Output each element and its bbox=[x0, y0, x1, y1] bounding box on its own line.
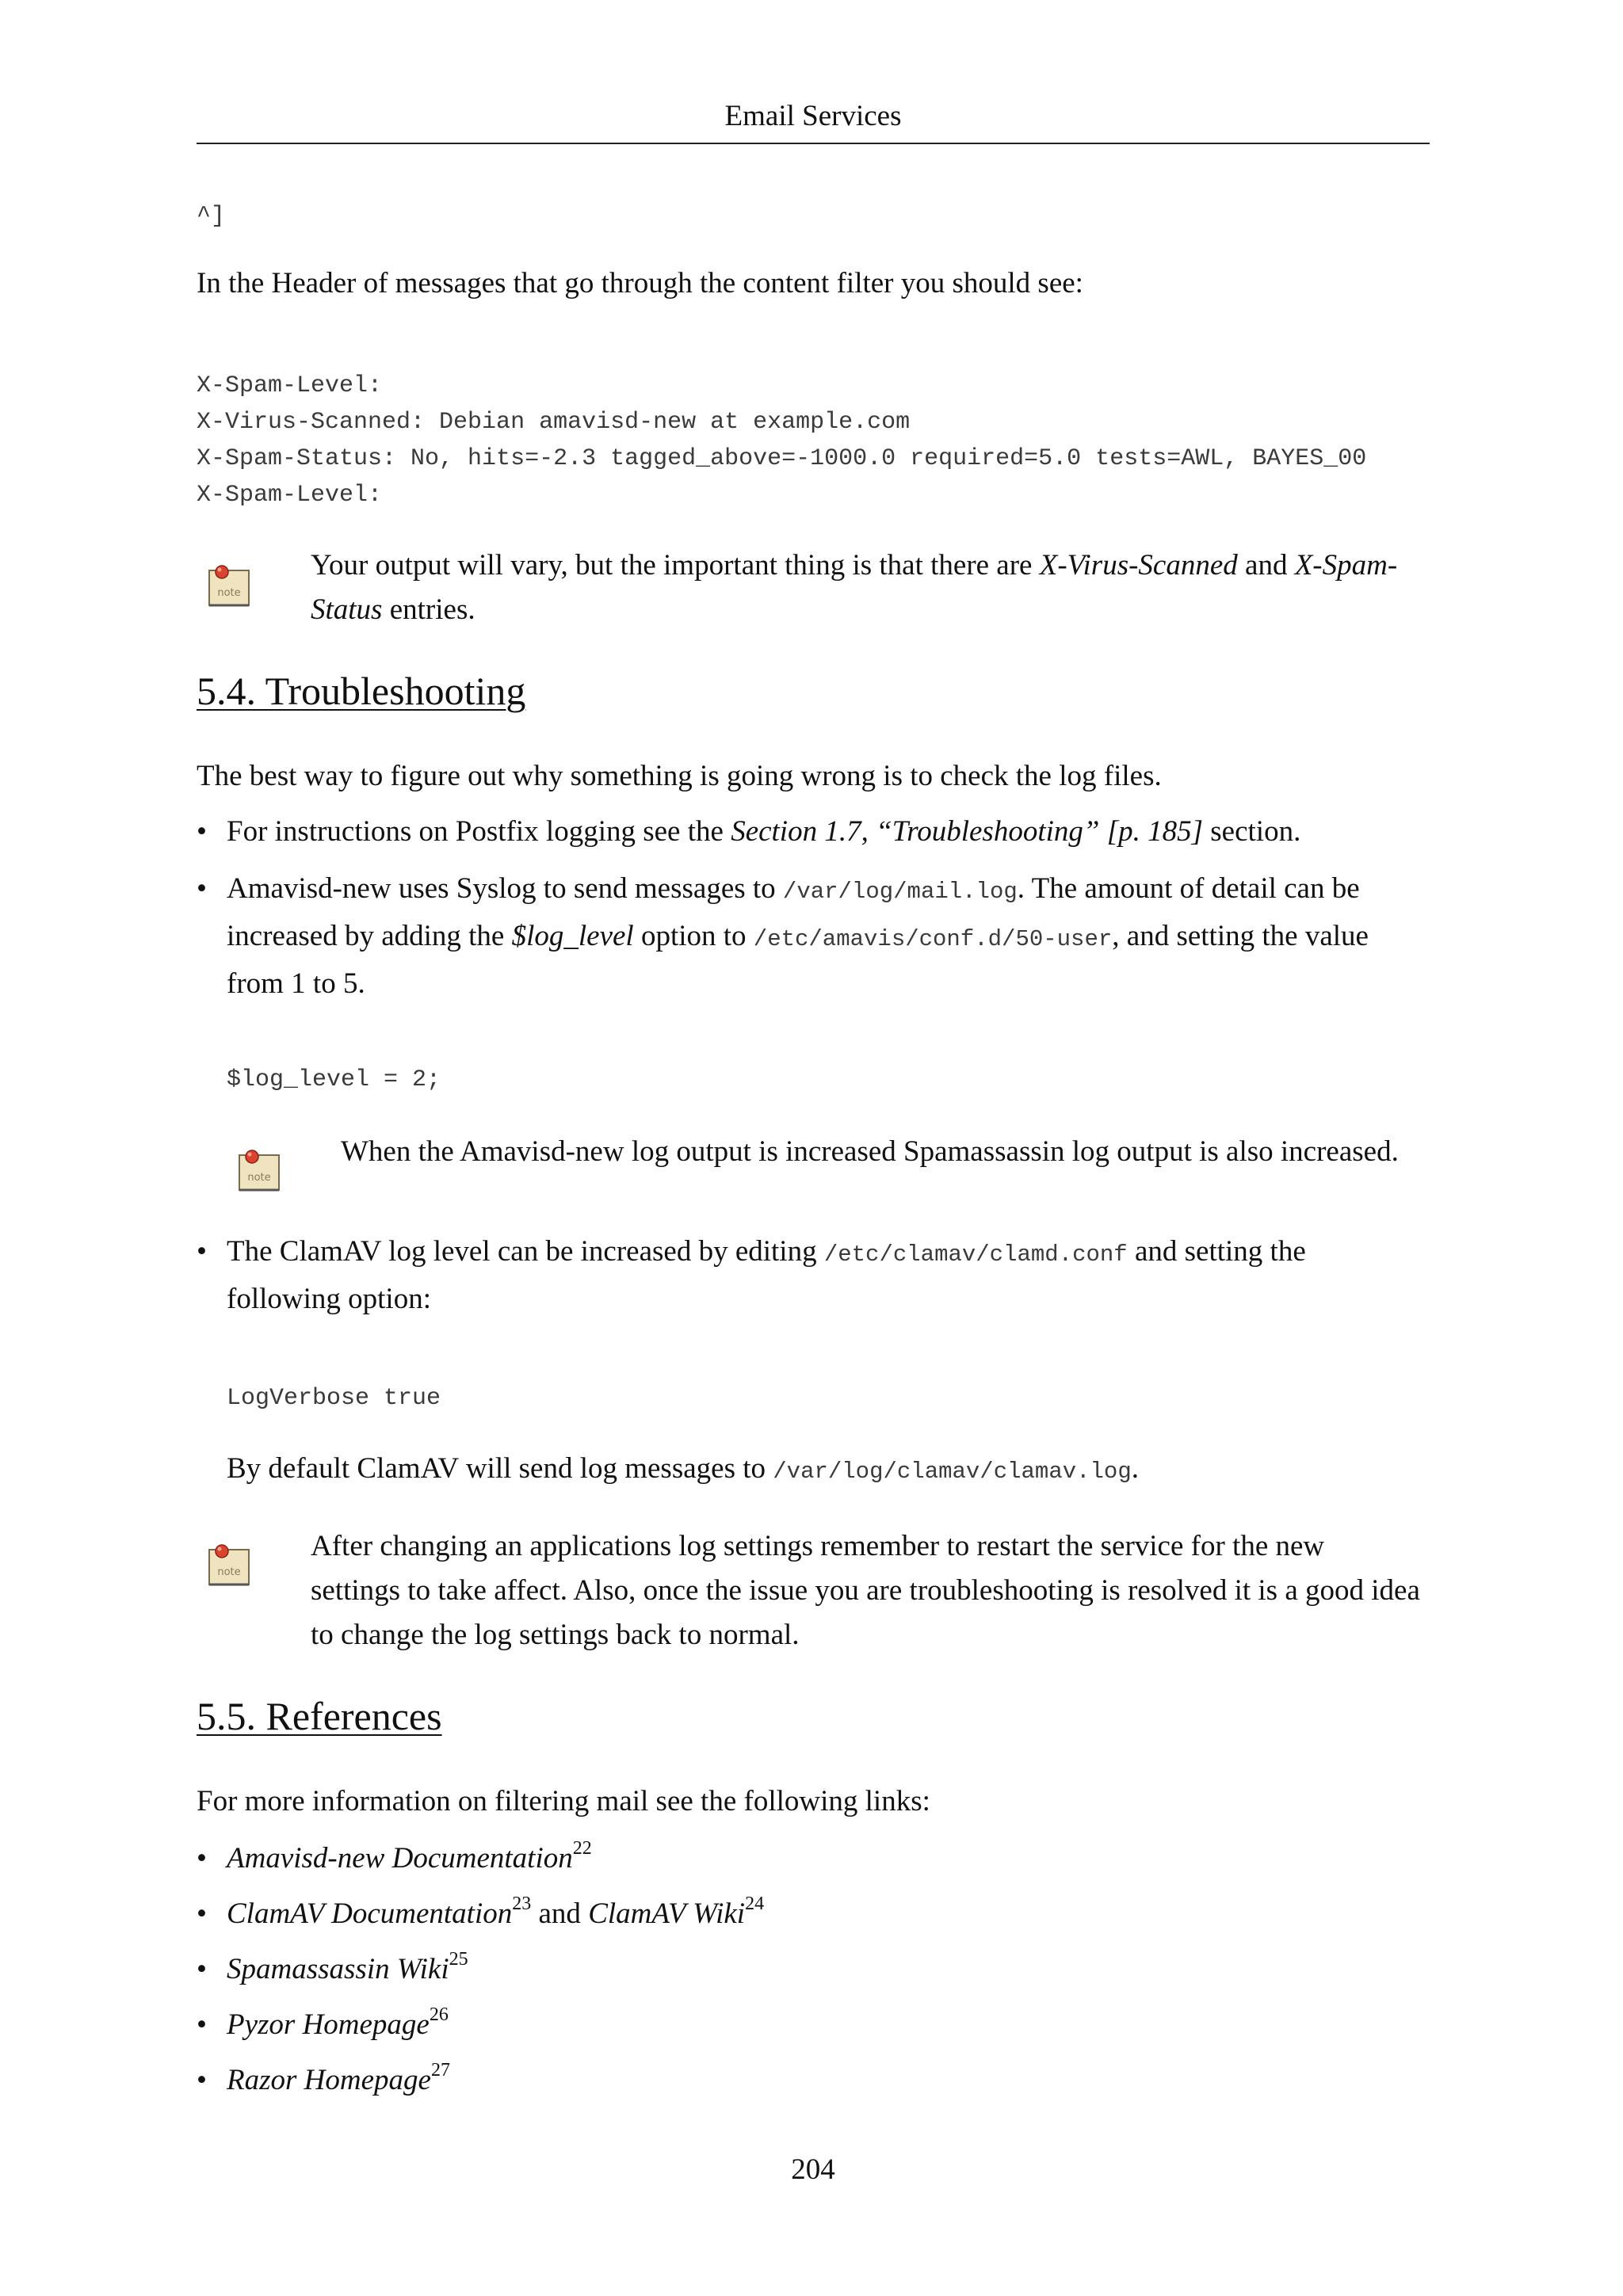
footnote-ref: 23 bbox=[512, 1893, 532, 1914]
troubleshooting-intro: The best way to figure out why something is going wrong is to check the log files. bbox=[197, 760, 1162, 792]
section-heading-references: 5.5. References bbox=[197, 1694, 442, 1738]
paragraph-text: By default ClamAV will send log messages to bbox=[227, 1452, 773, 1485]
note-term: X-Spam-Status bbox=[311, 549, 1398, 626]
list-item bbox=[197, 2058, 1433, 2103]
logverbose-code: LogVerbose true bbox=[227, 1385, 441, 1412]
note-icon-label: note bbox=[217, 1566, 241, 1578]
bullet: • bbox=[197, 2008, 207, 2041]
list-item bbox=[197, 1836, 1433, 1881]
list-item bbox=[197, 867, 1433, 1006]
list-item bbox=[197, 1947, 1433, 1992]
footnote-ref: 24 bbox=[745, 1893, 765, 1914]
inline-code: /etc/amavis/conf.d/50-user bbox=[753, 926, 1113, 952]
bullet: • bbox=[197, 872, 207, 905]
bullet: • bbox=[197, 2064, 207, 2096]
bullet: • bbox=[197, 1842, 207, 1875]
inline-code: /var/log/clamav/clamav.log bbox=[773, 1459, 1132, 1485]
note-icon bbox=[204, 1540, 254, 1589]
list-item bbox=[197, 810, 1433, 854]
note-term: X-Virus-Scanned bbox=[1039, 549, 1238, 582]
note-text-part: Your output will vary, but the important thing is that there are bbox=[311, 549, 1040, 582]
list-item-text: The ClamAV log level can be increased by editing bbox=[227, 1235, 824, 1268]
reference-link[interactable]: Razor Homepage bbox=[227, 2064, 431, 2096]
list-item-text: Amavisd-new uses Syslog to send messages to bbox=[227, 872, 783, 905]
note-icon bbox=[204, 561, 254, 610]
list-item-text: and bbox=[531, 1897, 589, 1930]
list-item bbox=[197, 1230, 1433, 1322]
note-text bbox=[311, 543, 1428, 632]
section-cross-reference-link[interactable]: Section 1.7, “Troubleshooting” [p. 185] bbox=[731, 815, 1204, 848]
footnote-ref: 25 bbox=[449, 1948, 468, 1970]
reference-link[interactable]: ClamAV Wiki bbox=[588, 1897, 746, 1930]
list-item-text: and setting the following option: bbox=[227, 1235, 1306, 1315]
note-icon-label: note bbox=[217, 587, 241, 599]
list-item bbox=[197, 2003, 1433, 2047]
reference-link[interactable]: Spamassassin Wiki bbox=[227, 1953, 449, 1985]
note-text-part: entries. bbox=[382, 593, 475, 626]
references-intro: For more information on filtering mail see the following links: bbox=[197, 1785, 930, 1817]
list-item-text: , and setting the value from 1 to 5. bbox=[227, 920, 1369, 1000]
note-text: After changing an applications log settings remember to restart the service for the new settings to take affect. Also, once the issue you are troubleshooting is resolved it is a good idea to change the log settings back to normal. bbox=[311, 1530, 1420, 1651]
list-item-text: For instructions on Postfix logging see the bbox=[227, 815, 731, 848]
log-level-code: $log_level = 2; bbox=[227, 1066, 441, 1093]
list-item-text: . The amount of detail can be increased by adding the bbox=[227, 872, 1360, 952]
list-item bbox=[197, 1892, 1433, 1936]
code-line: X-Virus-Scanned: Debian amavisd-new at example.com bbox=[197, 409, 911, 436]
reference-link[interactable]: Pyzor Homepage bbox=[227, 2008, 430, 2041]
footnote-ref: 27 bbox=[430, 2059, 450, 2081]
code-line: X-Spam-Level: bbox=[197, 372, 383, 399]
clamav-default-paragraph bbox=[227, 1447, 1431, 1494]
running-header: Email Services bbox=[724, 100, 902, 132]
note-icon-label: note bbox=[247, 1172, 271, 1184]
bullet: • bbox=[197, 1953, 207, 1985]
inline-code: /etc/clamav/clamd.conf bbox=[823, 1241, 1128, 1268]
header-rule bbox=[197, 143, 1430, 144]
list-item-text: section. bbox=[1203, 815, 1301, 848]
reference-link[interactable]: Amavisd-new Documentation bbox=[227, 1842, 573, 1875]
code-line: X-Spam-Status: No, hits=-2.3 tagged_above=-1000.0 required=5.0 tests=AWL, BAYES_00 bbox=[197, 445, 1367, 472]
footnote-ref: 26 bbox=[429, 2004, 449, 2025]
bullet: • bbox=[197, 815, 207, 848]
intro-paragraph: In the Header of messages that go through the content filter you should see: bbox=[197, 267, 1083, 299]
code-line: X-Spam-Level: bbox=[197, 482, 383, 509]
option-name: $log_level bbox=[511, 920, 634, 952]
reference-link[interactable]: ClamAV Documentation bbox=[227, 1897, 513, 1930]
section-heading-troubleshooting: 5.4. Troubleshooting bbox=[197, 669, 526, 713]
note-icon bbox=[235, 1146, 284, 1195]
list-item-text: option to bbox=[633, 920, 754, 952]
footnote-ref: 22 bbox=[572, 1837, 592, 1859]
header-code-block bbox=[197, 368, 1366, 513]
note-text: When the Amavisd-new log output is increased Spamassassin log output is also increased. bbox=[341, 1135, 1399, 1168]
bullet: • bbox=[197, 1897, 207, 1930]
code-escape-char: ^] bbox=[197, 203, 226, 230]
note-text-part: and bbox=[1237, 549, 1295, 582]
bullet: • bbox=[197, 1235, 207, 1268]
page-number: 204 bbox=[791, 2153, 835, 2186]
paragraph-text: . bbox=[1131, 1452, 1139, 1485]
inline-code: /var/log/mail.log bbox=[782, 879, 1018, 905]
